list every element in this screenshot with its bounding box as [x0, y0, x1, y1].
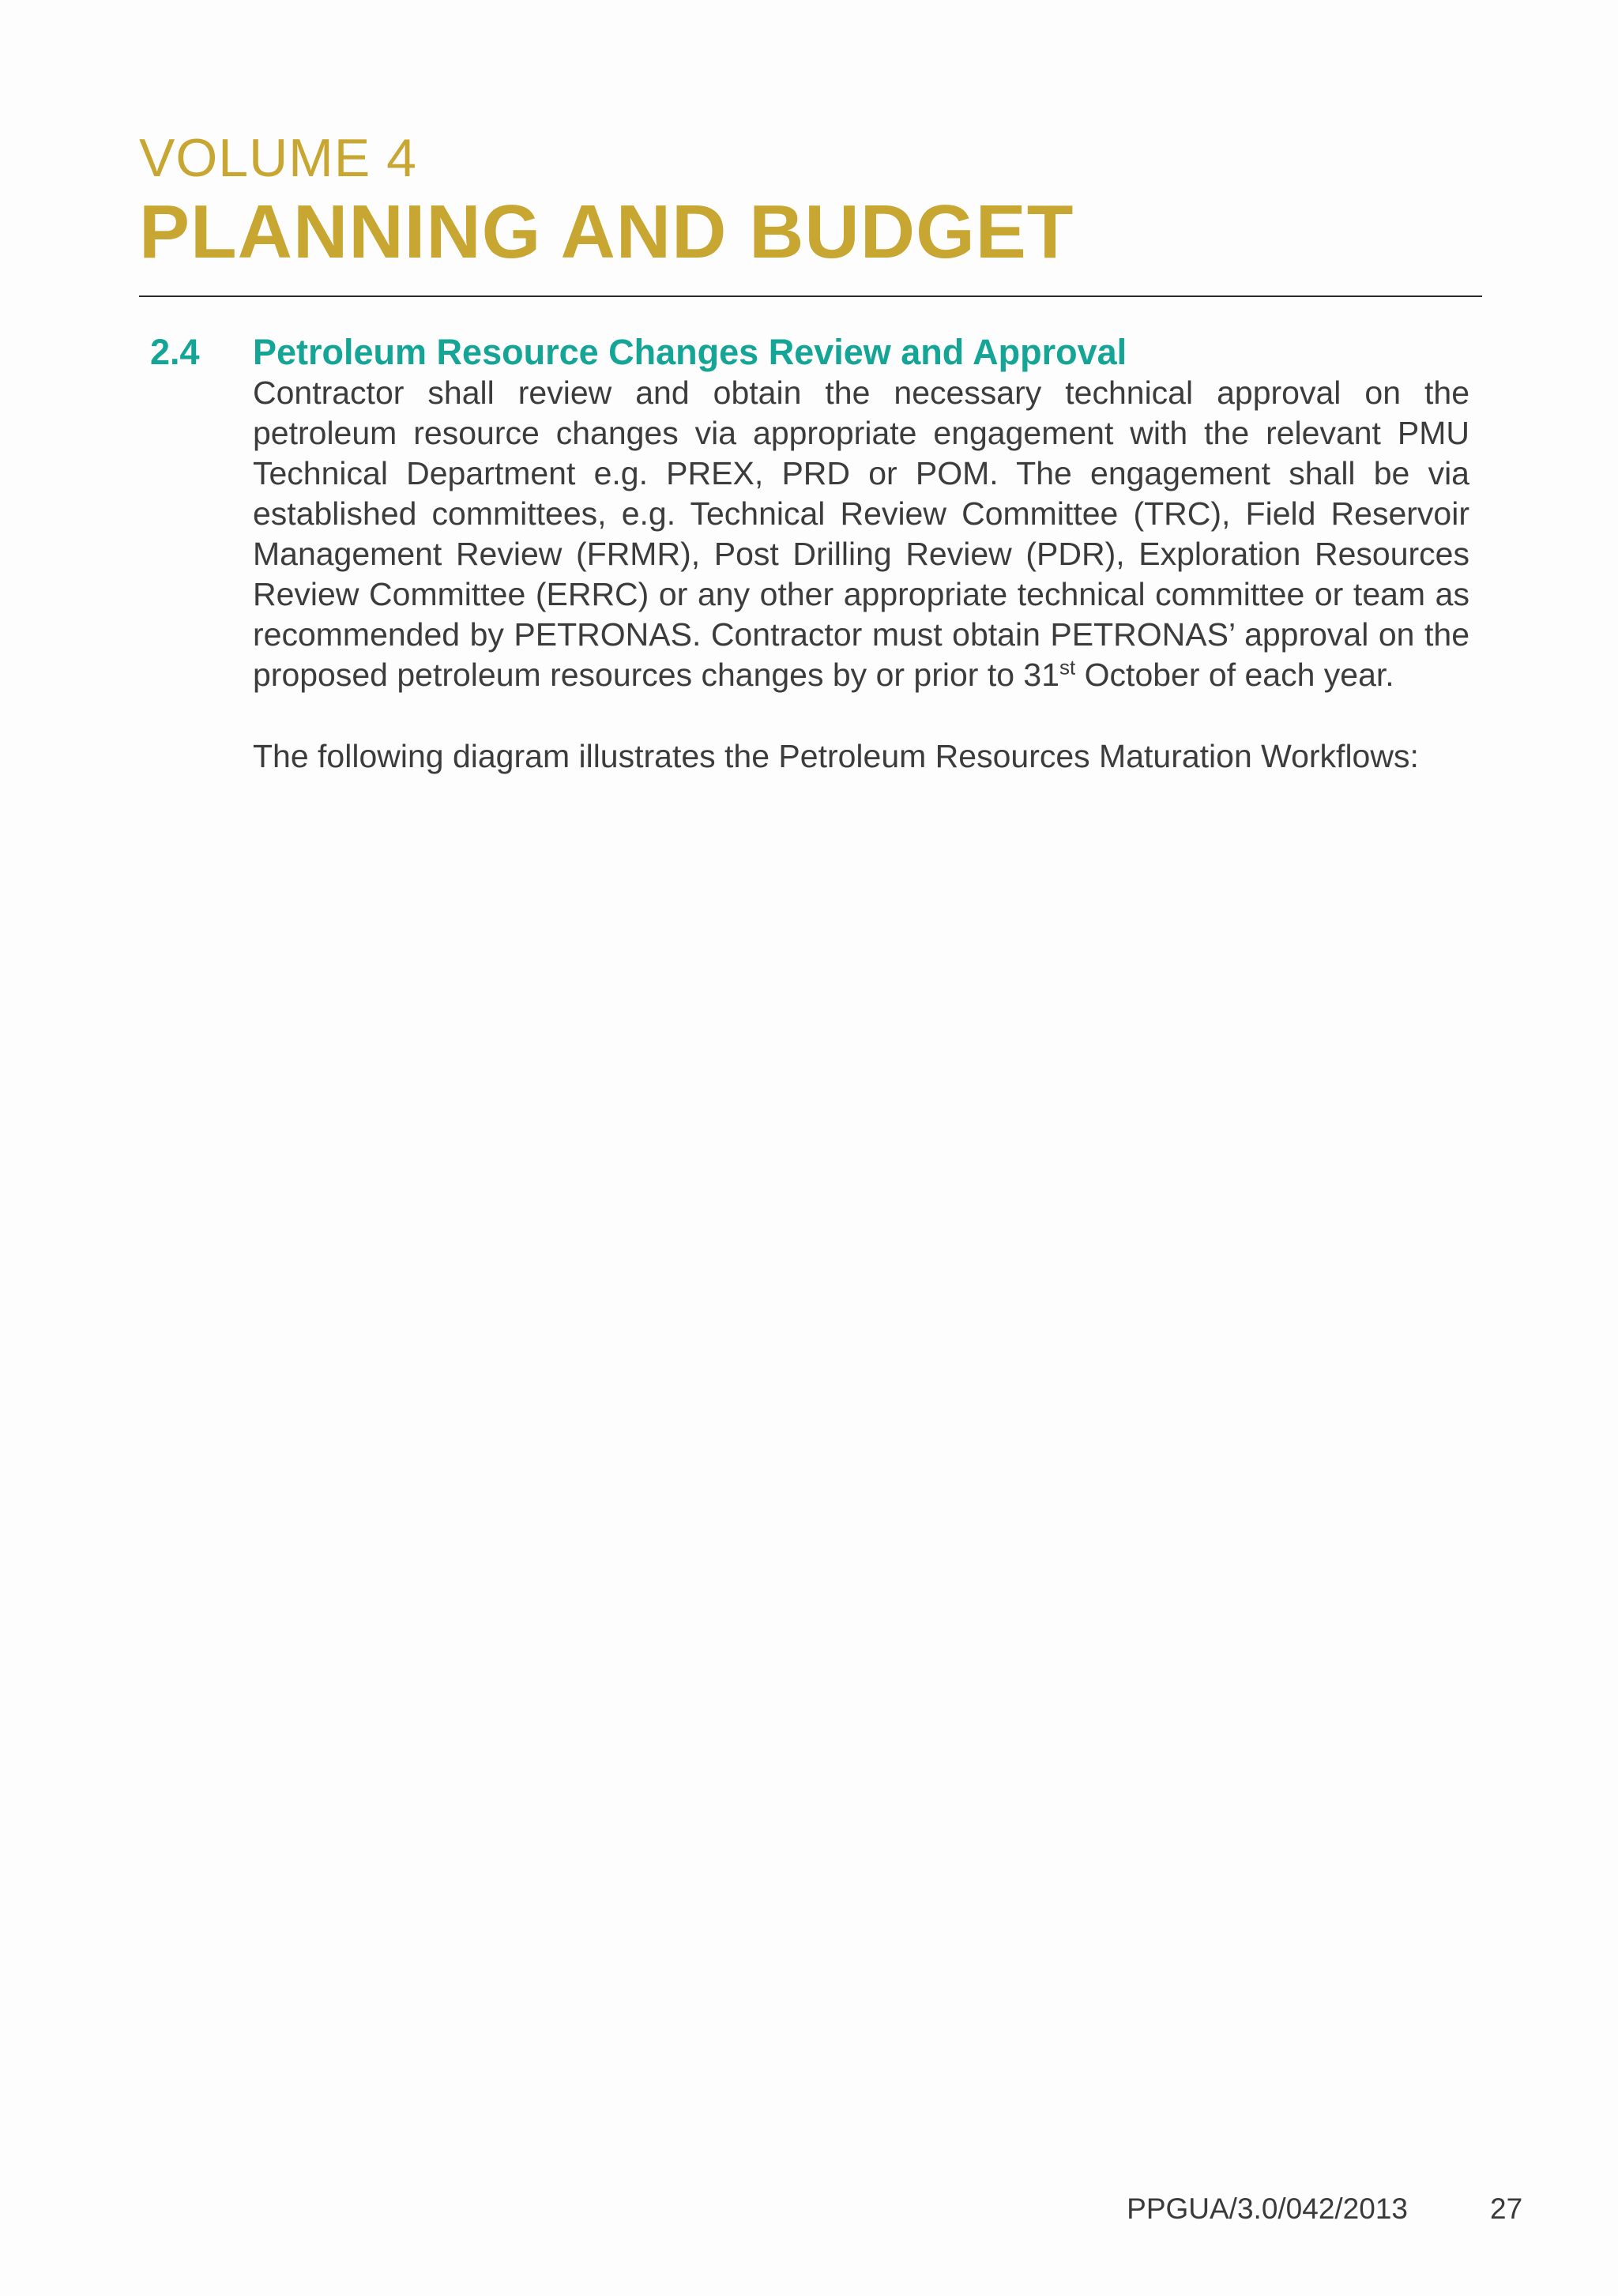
page-title: PLANNING AND BUDGET: [139, 190, 1074, 274]
section-body: [253, 373, 1469, 777]
volume-label: VOLUME 4: [139, 128, 417, 188]
paragraph-approval: [253, 373, 1469, 695]
section-number: 2.4: [150, 332, 200, 372]
section-heading: [150, 332, 1469, 373]
header-divider: [139, 295, 1482, 297]
section-title: Petroleum Resource Changes Review and Approval: [253, 332, 1127, 372]
paragraph-approval-main: Contractor shall review and obtain the necessary technical approval on the petroleum resource changes via appropriate engagement with the relevant PMU Technical Department e.g. PREX, PRD or POM. The engagement shall be via established committees, e.g. Technical Review Committee (TRC), Field Reservoir Management Review (FRMR), Post Drilling Review (PDR), Exploration Resources Review Committee (ERRC) or any other appropriate technical committee or team as recommended by PETRONAS. Contractor must obtain PETRONAS’ approval on the proposed petroleum resources changes by or prior to 31: [253, 375, 1469, 693]
page-number: 27: [1490, 2192, 1523, 2225]
section-2-4: [150, 332, 1469, 777]
paragraph-approval-end: October of each year.: [1075, 657, 1394, 693]
paragraph-diagram-intro: The following diagram illustrates the Petroleum Resources Maturation Workflows:: [253, 738, 1419, 774]
document-code: PPGUA/3.0/042/2013: [1127, 2192, 1408, 2225]
ordinal-suffix: st: [1059, 655, 1076, 679]
